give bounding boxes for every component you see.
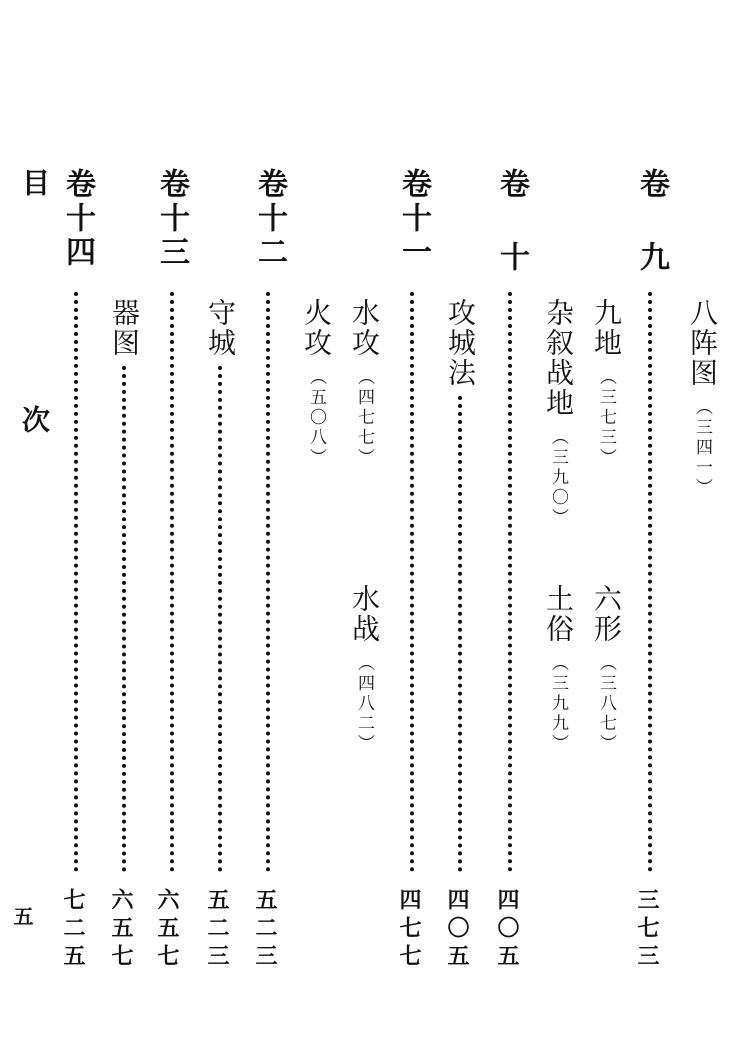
volume-14-heading: 卷十四 bbox=[60, 168, 95, 270]
volume-11-heading: 卷十一 bbox=[396, 168, 431, 270]
entry-shoucheng: 守城 bbox=[204, 298, 237, 358]
volume-14-page: 六五七 bbox=[108, 888, 134, 972]
leader-dots-vol14a bbox=[170, 292, 177, 872]
volume-13-page: 五二三 bbox=[204, 888, 230, 972]
volume-12-page: 四七七 bbox=[396, 888, 422, 972]
volume-12-heading: 卷十二 bbox=[252, 168, 287, 270]
entry-huogong: 火攻（五〇八） bbox=[300, 298, 333, 468]
volume-12-end-page: 五二三 bbox=[252, 888, 278, 972]
entry-zaxuzhandi: 杂叙战地（三九〇） bbox=[542, 298, 575, 528]
volume-10-heading: 卷 十 bbox=[494, 168, 529, 275]
leader-dots-vol12 bbox=[410, 292, 417, 872]
entry-tusu: 土俗（三九九） bbox=[542, 584, 575, 754]
entry-bazhentu: 八阵图（三四一） bbox=[686, 298, 719, 498]
sidebar-title: 目 次 bbox=[18, 168, 51, 521]
entry-qitu: 器图 bbox=[108, 298, 141, 358]
volume-9-heading: 卷 九 bbox=[634, 168, 669, 275]
leader-dots-vol11 bbox=[458, 396, 465, 872]
volume-13-end-page: 六五七 bbox=[154, 888, 180, 972]
page-number: 五 bbox=[10, 906, 34, 932]
entry-jiudi: 九地（三七三） bbox=[590, 298, 623, 468]
leader-dots-vol10 bbox=[508, 292, 515, 872]
last-entry-page: 七二五 bbox=[60, 888, 86, 972]
entry-shuizhan: 水战（四八二） bbox=[348, 584, 381, 754]
volume-9-page: 三七三 bbox=[634, 888, 660, 972]
entry-gongchengfa: 攻城法 bbox=[444, 298, 477, 388]
entry-liuxing: 六形（三八七） bbox=[590, 584, 623, 754]
volume-10-page: 四〇五 bbox=[494, 888, 520, 972]
leader-dots-vol14c bbox=[74, 292, 81, 872]
leader-dots-vol9 bbox=[648, 292, 655, 872]
volume-11-page: 四〇五 bbox=[444, 888, 470, 972]
leader-dots-vol13a bbox=[266, 292, 273, 872]
leader-dots-vol13b bbox=[218, 366, 225, 872]
leader-dots-vol14b bbox=[122, 366, 129, 872]
entry-shuigong: 水攻（四七七） bbox=[348, 298, 381, 468]
volume-13-heading: 卷十三 bbox=[154, 168, 189, 270]
